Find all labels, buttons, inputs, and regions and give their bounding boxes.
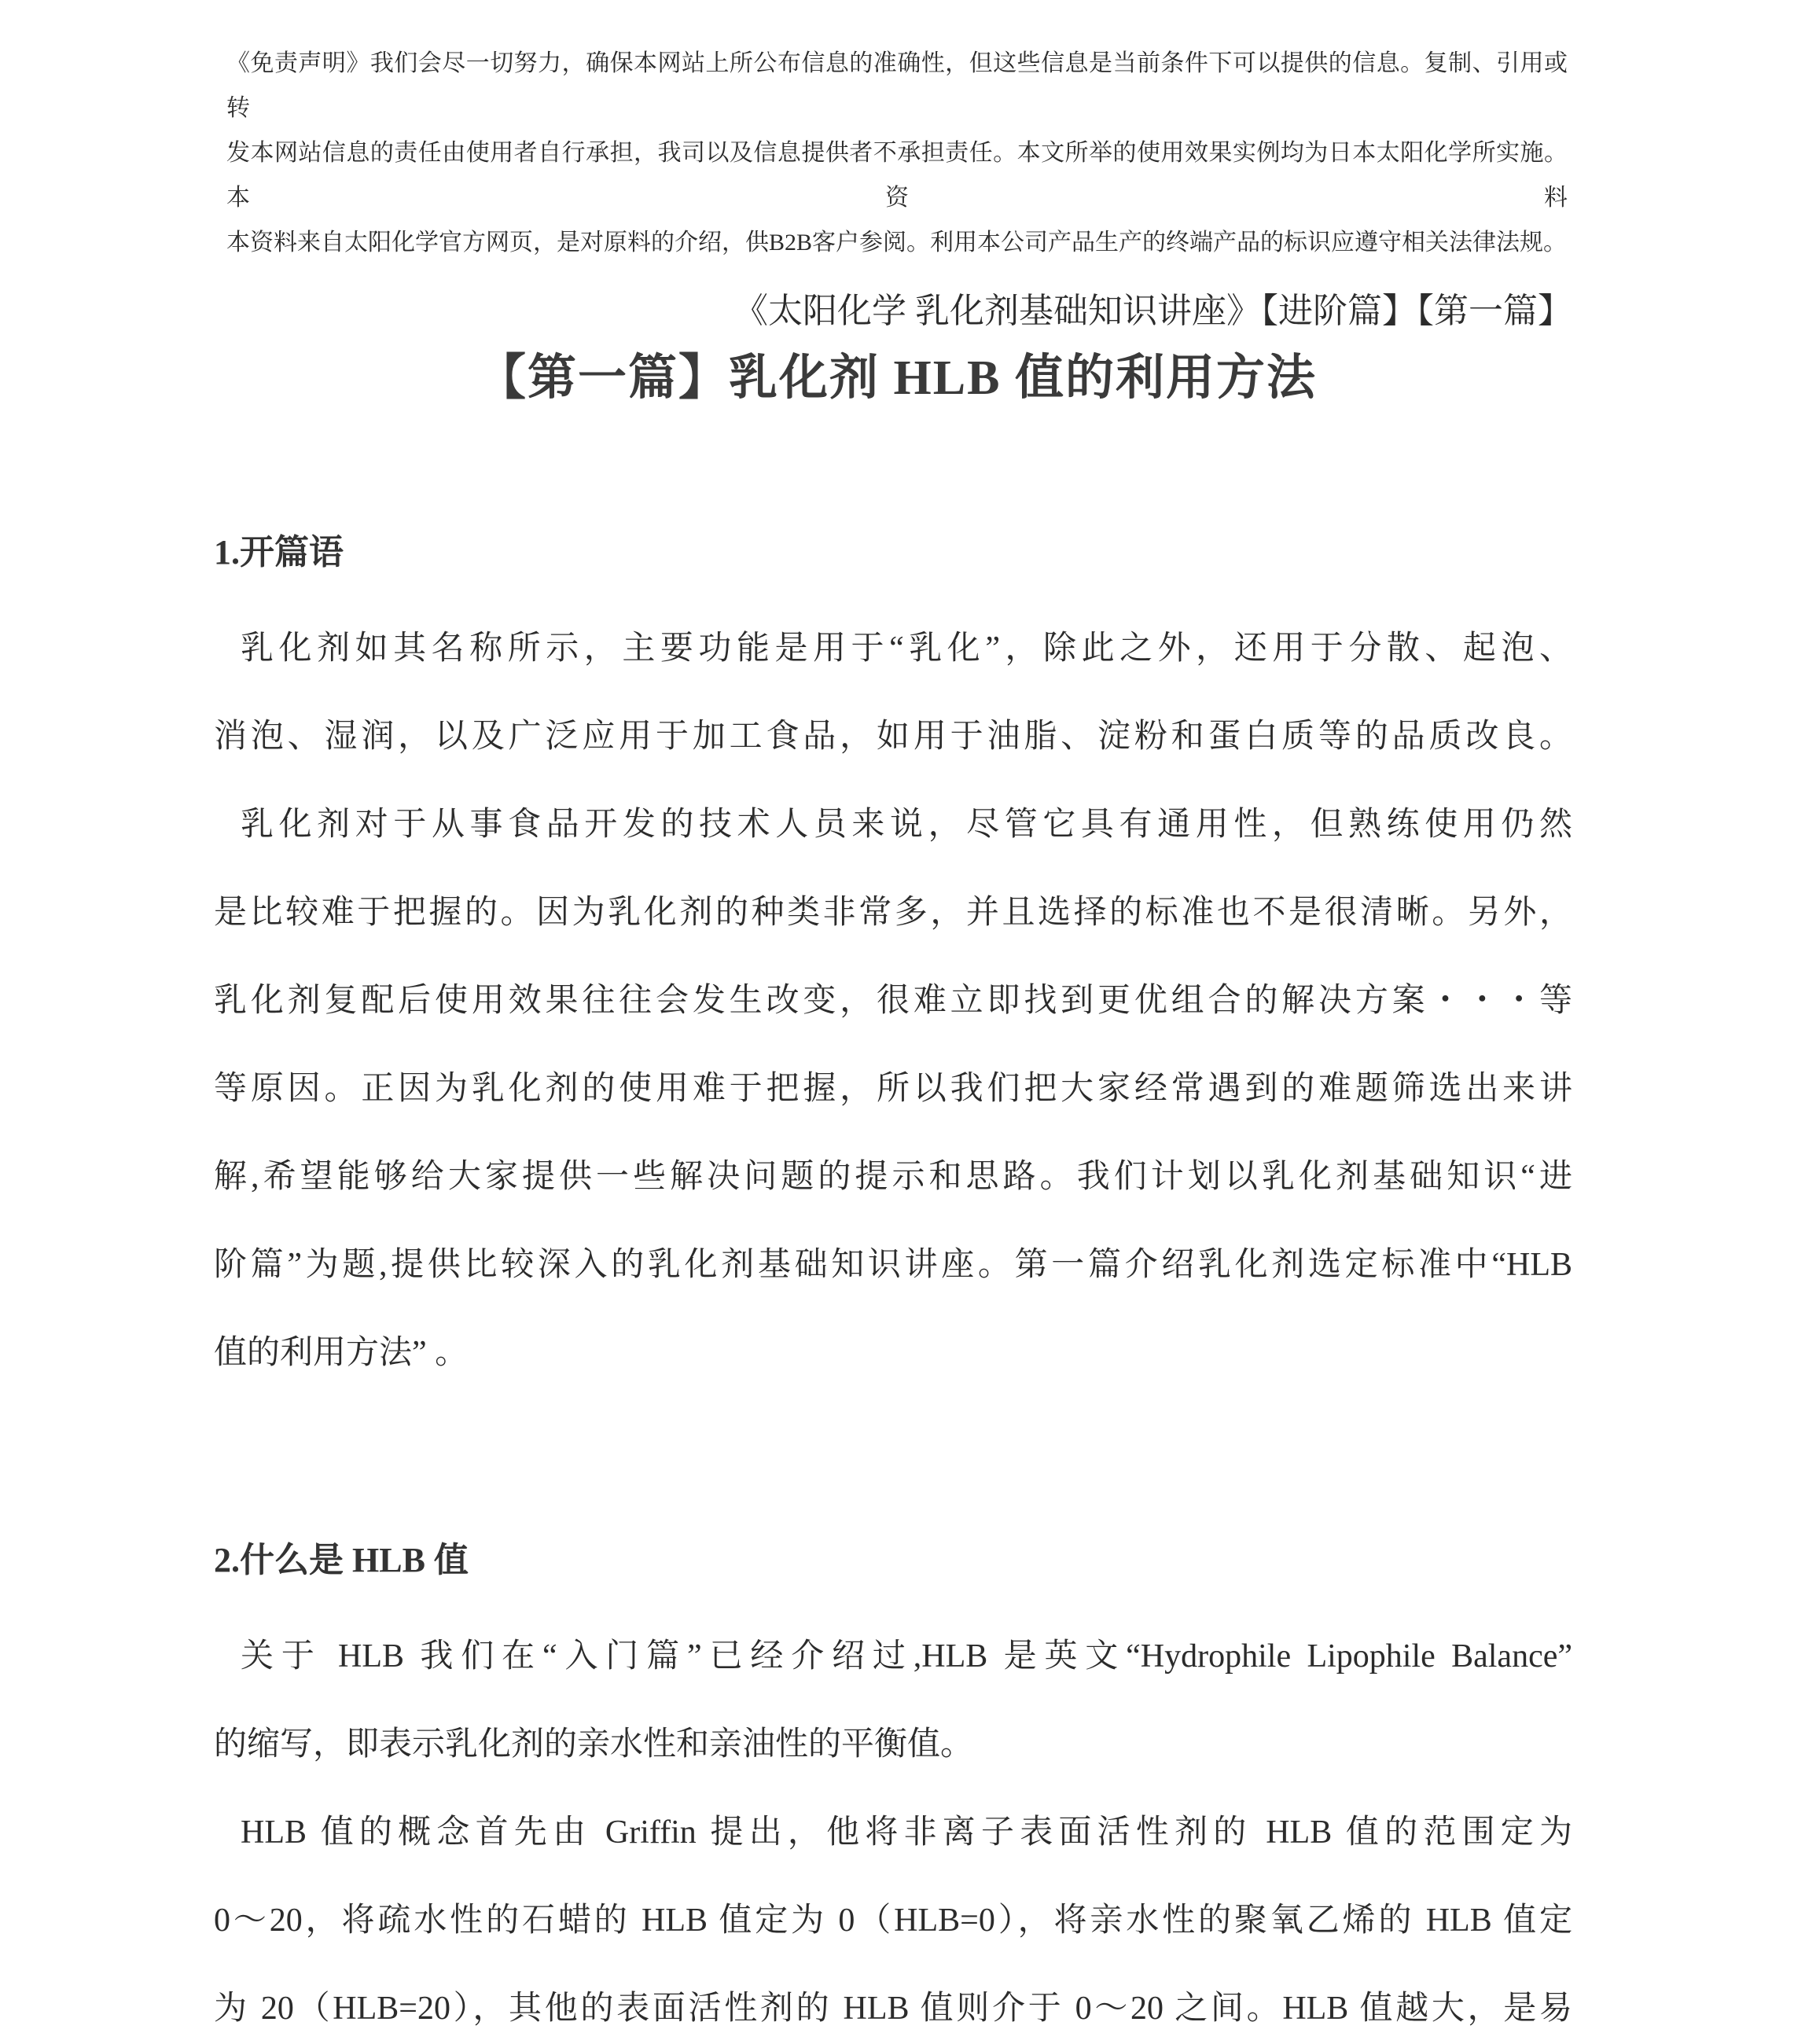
page-title: 【第一篇】乳化剂 HLB 值的利用方法: [477, 351, 1317, 405]
disclaimer-line: 发本网站信息的责任由使用者自行承担，我司以及信息提供者不承担责任。本文所举的使用效果实例均为日本太阳化学所实施。本资料: [226, 140, 1568, 211]
body-line: HLB 值的概念首先由 Griffin 提出，他将非离子表面活性剂的 HLB 值的范围定为: [241, 1814, 1572, 1851]
disclaimer-line: 本资料来自太阳化学官方网页，是对原料的介绍，供B2B客户参阅。利用本公司产品生产的终端产品的标识应遵守相关法律法规。: [226, 230, 1568, 256]
body-line: 消泡、湿润，以及广泛应用于加工食品，如用于油脂、淀粉和蛋白质等的品质改良。: [214, 719, 1572, 755]
body-line: 等原因。正因为乳化剂的使用难于把握，所以我们把大家经常遇到的难题筛选出来讲: [214, 1071, 1572, 1107]
series-subtitle: 《太阳化学 乳化剂基础知识讲座》【进阶篇】【第一篇】: [733, 292, 1572, 330]
disclaimer-line: 《免责声明》我们会尽一切努力，确保本网站上所公布信息的准确性，但这些信息是当前条件下可以提供的信息。复制、引用或转: [226, 50, 1568, 121]
body-line: 值的利用方法” 。: [214, 1335, 469, 1371]
body-line: 乳化剂如其名称所示，主要功能是用于“乳化”，除此之外，还用于分散、起泡、: [241, 630, 1572, 667]
section-heading: 1.开篇语: [214, 533, 344, 572]
body-line: 0～20，将疏水性的石蜡的 HLB 值定为 0（HLB=0），将亲水性的聚氧乙烯的 HLB 值定: [214, 1902, 1572, 1939]
body-line: 为 20（HLB=20），其他的表面活性剂的 HLB 值则介于 0～20 之间。HLB 值越大，是易: [214, 1991, 1572, 2027]
document-section: [214, 1537, 1572, 2044]
body-line: 关于 HLB 我们在“入门篇”已经介绍过,HLB 是英文“Hydrophile Lipophile Balance”: [241, 1638, 1572, 1675]
section-heading: 2.什么是 HLB 值: [214, 1541, 469, 1579]
body-line: 的缩写，即表示乳化剂的亲水性和亲油性的平衡值。: [214, 1726, 974, 1763]
body-line: 阶篇”为题,提供比较深入的乳化剂基础知识讲座。第一篇介绍乳化剂选定标准中“HLB: [214, 1247, 1572, 1283]
document-body: [214, 529, 1572, 2044]
body-line: 是比较难于把握的。因为乳化剂的种类非常多，并且选择的标准也不是很清晰。另外，: [214, 895, 1572, 931]
document-section: [214, 529, 1572, 1397]
body-line: 解,希望能够给大家提供一些解决问题的提示和思路。我们计划以乳化剂基础知识“进: [214, 1159, 1572, 1195]
body-line: 乳化剂复配后使用效果往往会发生改变，很难立即找到更优组合的解决方案・・・等: [214, 983, 1572, 1019]
body-line: 乳化剂对于从事食品开发的技术人员来说，尽管它具有通用性，但熟练使用仍然: [241, 807, 1572, 843]
disclaimer: [226, 41, 1568, 265]
